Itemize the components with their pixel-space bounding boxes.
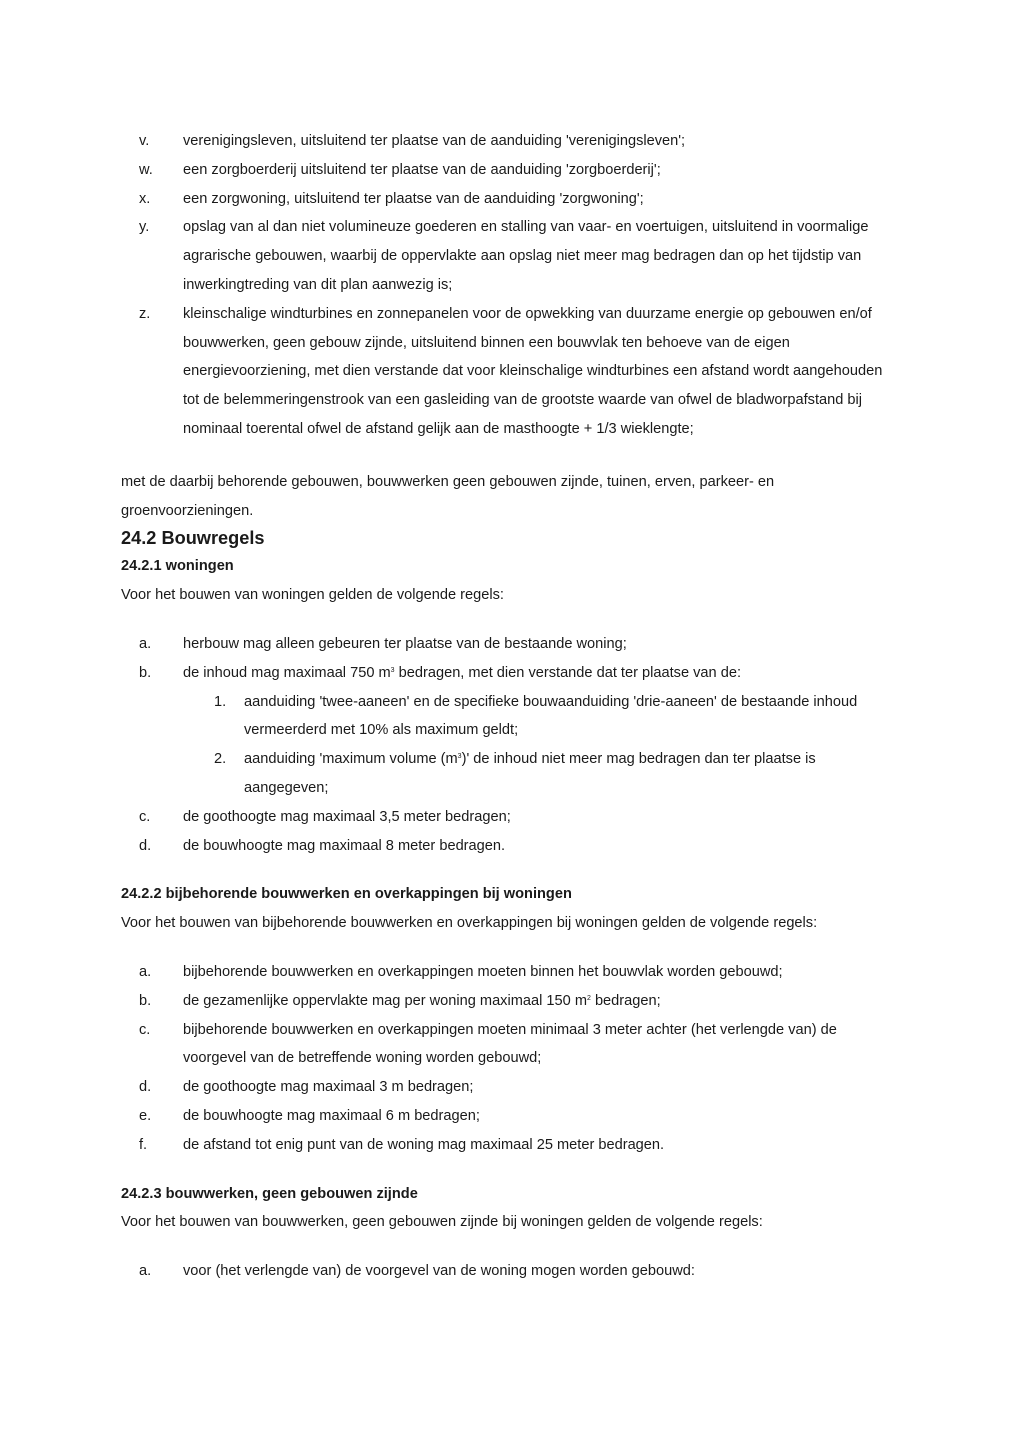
list-item-text: bijbehorende bouwwerken en overkappingen moeten binnen het bouwvlak worden gebouwd;: [183, 963, 783, 980]
list-item-text: herbouw mag alleen gebeuren ter plaatse van de bestaande woning;: [183, 635, 627, 652]
superscript: 3: [390, 666, 395, 674]
list-item-text: verenigingsleven, uitsluitend ter plaatse van de aanduiding 'verenigingsleven';: [183, 133, 686, 149]
list-marker: 2.: [214, 751, 227, 768]
list-item-text: de bouwhoogte mag maximaal 6 m bedragen;: [183, 1107, 480, 1124]
list-item-text: de inhoud mag maximaal 750 $m^3$ bedragen, met dien verstande dat ter plaatse van de:: [183, 664, 742, 681]
list-marker: x.: [139, 190, 151, 207]
list-marker: v.: [139, 133, 150, 149]
subsection-intro: Voor het bouwen van woningen gelden de volgende regels:: [121, 587, 504, 604]
list-item-text: de goothoogte mag maximaal 3 m bedragen;: [183, 1079, 474, 1096]
list-marker: 1.: [214, 693, 227, 710]
list-item-text: een zorgwoning, uitsluitend ter plaatse van de aanduiding 'zorgwoning';: [183, 190, 644, 207]
list-item-text: bijbehorende bouwwerken en overkappingen moeten minimaal 3 meter achter (het verlengde van) de voorgevel van de betreffende woning worden gebouwd;: [183, 1021, 837, 1067]
list-marker: f.: [139, 1136, 148, 1153]
list-item: [121, 958, 901, 987]
list-marker: b.: [139, 992, 152, 1009]
page-content: [121, 127, 901, 1286]
list-item: [121, 127, 901, 156]
superscript: 3: [457, 753, 462, 761]
list-marker: d.: [139, 837, 152, 854]
list-marker: z.: [139, 305, 151, 322]
list-marker: b.: [139, 664, 152, 681]
list-item: [121, 1016, 901, 1074]
list-item: [121, 300, 901, 444]
list-item: [121, 156, 901, 185]
list-marker: c.: [139, 1021, 151, 1038]
list-item: [121, 1257, 901, 1286]
list-marker: d.: [139, 1079, 152, 1096]
sub-list-item: [121, 688, 901, 746]
list-marker: a.: [139, 1263, 152, 1280]
list-item-text: voor (het verlengde van) de voorgevel van de woning mogen worden gebouwd:: [183, 1263, 695, 1280]
subsection-heading: 24.2.2 bijbehorende bouwwerken en overkappingen bij woningen: [121, 886, 572, 903]
list-item: [121, 1102, 901, 1131]
list-item: [121, 213, 901, 299]
list-item: [121, 1131, 901, 1160]
list-marker: w.: [139, 161, 153, 178]
list-item: [121, 803, 901, 832]
subsection-intro: Voor het bouwen van bijbehorende bouwwerken en overkappingen bij woningen gelden de volgende regels:: [121, 915, 818, 932]
list-item-text: de goothoogte mag maximaal 3,5 meter bedragen;: [183, 808, 511, 825]
list-marker: c.: [139, 808, 151, 825]
list-item-text: de afstand tot enig punt van de woning mag maximaal 25 meter bedragen.: [183, 1136, 665, 1153]
list-item-text: aanduiding 'maximum volume $(m^3)'$ de inhoud niet meer mag bedragen dan ter plaatse is aangegeven;: [244, 751, 816, 796]
list-item: [121, 987, 901, 1016]
list-marker: a.: [139, 963, 152, 980]
list-item: [121, 1073, 901, 1102]
sub-list-item: [121, 745, 901, 803]
list-item-text: een zorgboerderij uitsluitend ter plaatse van de aanduiding 'zorgboerderij';: [183, 161, 661, 178]
subsection-intro: Voor het bouwen van bouwwerken, geen gebouwen zijnde bij woningen gelden de volgende regels:: [121, 1214, 763, 1231]
list-item: [121, 630, 901, 659]
list-marker: a.: [139, 635, 152, 652]
superscript: 2: [586, 994, 591, 1002]
list-item-text: kleinschalige windturbines en zonnepanelen voor de opwekking van duurzame energie op gebouwen en/of bouwwerken, geen gebouw zijnde, uitsluitend binnen een bouwvlak ten behoeve van de eigen energievoorziening, met dien verstande dat voor kleinschalige windturbines een afstand wordt aangehouden tot de belemmeringenstrook van een gasleiding van de grootste waarde van ofwel de bladworpafstand bij nominaal toerental ofwel de afstand gelijk aan de masthoogte + 1/3 wieklengte;: [183, 305, 883, 437]
list-item-text: aanduiding 'twee-aaneen' en de specifieke bouwaanduiding 'drie-aaneen' de bestaande inhoud vermeerderd met 10% als maximum geldt;: [244, 693, 858, 739]
list-item: [121, 185, 901, 214]
list-item-text: de bouwhoogte mag maximaal 8 meter bedragen.: [183, 837, 506, 854]
list-marker: e.: [139, 1107, 152, 1124]
section-heading: 24.2 Bouwregels: [121, 528, 265, 549]
subsection-heading: 24.2.3 bouwwerken, geen gebouwen zijnde: [121, 1185, 418, 1202]
list-item: [121, 832, 901, 861]
list-marker: y.: [139, 219, 150, 236]
list-item: [121, 659, 901, 688]
subsection-heading: 24.2.1 woningen: [121, 558, 234, 575]
list-item-text: opslag van al dan niet volumineuze goederen en stalling van vaar- en voertuigen, uitsluitend in voormalige agrarische gebouwen, waarbij de oppervlakte aan opslag niet meer mag bedragen dan op het tijdstip van inwerkingtreding van dit plan aanwezig is;: [183, 219, 869, 293]
closing-paragraph: met de daarbij behorende gebouwen, bouwwerken geen gebouwen zijnde, tuinen, erven, parkeer- en groenvoorzieningen.: [121, 473, 775, 519]
list-item-text: de gezamenlijke oppervlakte mag per woning maximaal 150 $m^2$ bedragen;: [183, 992, 661, 1009]
